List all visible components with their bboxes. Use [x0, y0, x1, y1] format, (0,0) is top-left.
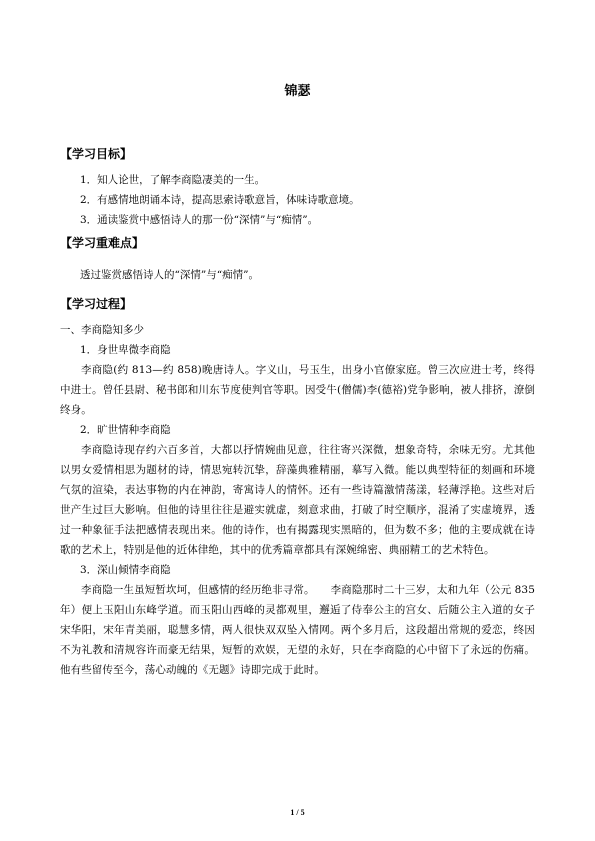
paragraph-1: 李商隐(约 813—约 858)晚唐诗人。字义山，号玉生，出身小官僚家庭。曾三次应进士考，终得中进士。曾任县尉、秘书郎和川东节度使判官等职。因受牛(僧儒)李(德裕)党争影响，被人排挤，潦倒终身。 [60, 364, 535, 416]
part-heading-1: 一、李商隐知多少 [60, 324, 144, 336]
spacer [60, 285, 535, 291]
paragraph-2: 李商隐诗现存约六百多首，大都以抒情婉曲见意，往往寄兴深微，想象奇特，余味无穷。尤其他以男女爱情相思为题材的诗，情思宛转沉挚，辞藻典雅精丽，摹写入微。能以典型特征的刻画和环境气氛的渲染，表达事物的内在神韵，寄寓诗人的情怀。还有一些诗篇激情荡漾，轻薄浮艳。这些对后世产生过巨大影响。但他的诗里往往是避实就虚，刻意求曲，打破了时空顺序，混淆了实虚境界，透过一种象征手法把感情表现出来。他的诗作，也有揭露现实黑暗的，但为数不多；他的主要成就在诗歌的艺术上，特别是他的近体律绝，其中的优秀篇章都具有深婉绵密、典丽精工的艺术特色。 [60, 444, 535, 556]
goal-item-2: 2．有感情地朗诵本诗，提高思索诗歌意旨，体味诗歌意境。 [80, 194, 360, 206]
subheading-2: 2．旷世情种李商隐 [80, 424, 171, 436]
process-heading: 【学习过程】 [60, 297, 133, 311]
key-points-text: 透过鉴赏感悟诗人的“深情”与“痴情”。 [80, 269, 259, 281]
key-points-heading: 【学习重难点】 [60, 236, 145, 250]
page-number: 1 / 5 [290, 808, 305, 817]
subheading-1: 1．身世卑微李商隐 [80, 344, 171, 356]
goal-item-3: 3．通读鉴赏中感悟诗人的那一份“深情”与“痴情”。 [80, 214, 319, 226]
subheading-3: 3．深山倾情李商隐 [80, 564, 171, 576]
goals-heading: 【学习目标】 [60, 147, 133, 161]
goal-item-1: 1．知人论世，了解李商隐凄美的一生。 [80, 174, 266, 186]
page-title: 锦瑟 [284, 84, 311, 99]
paragraph-3: 李商隐一生虽短暂坎坷，但感情的经历绝非寻常。 李商隐那时二十三岁，太和九年（公元 835 年）便上玉阳山东峰学道。而玉阳山西峰的灵都观里，邂逅了侍奉公主的宫女、后随公主入道的女子宋华阳，宋年青美丽，聪慧多情，两人很快双双坠入情网。两个多月后，这段超出常规的爱恋，终因不为礼教和清规容许而豪无结果，短暂的欢娱，无望的永好，只在李商隐的心中留下了永远的伤痛。他有些留传至今，荡心动魄的《无题》诗即完成于此时。 [60, 584, 535, 676]
